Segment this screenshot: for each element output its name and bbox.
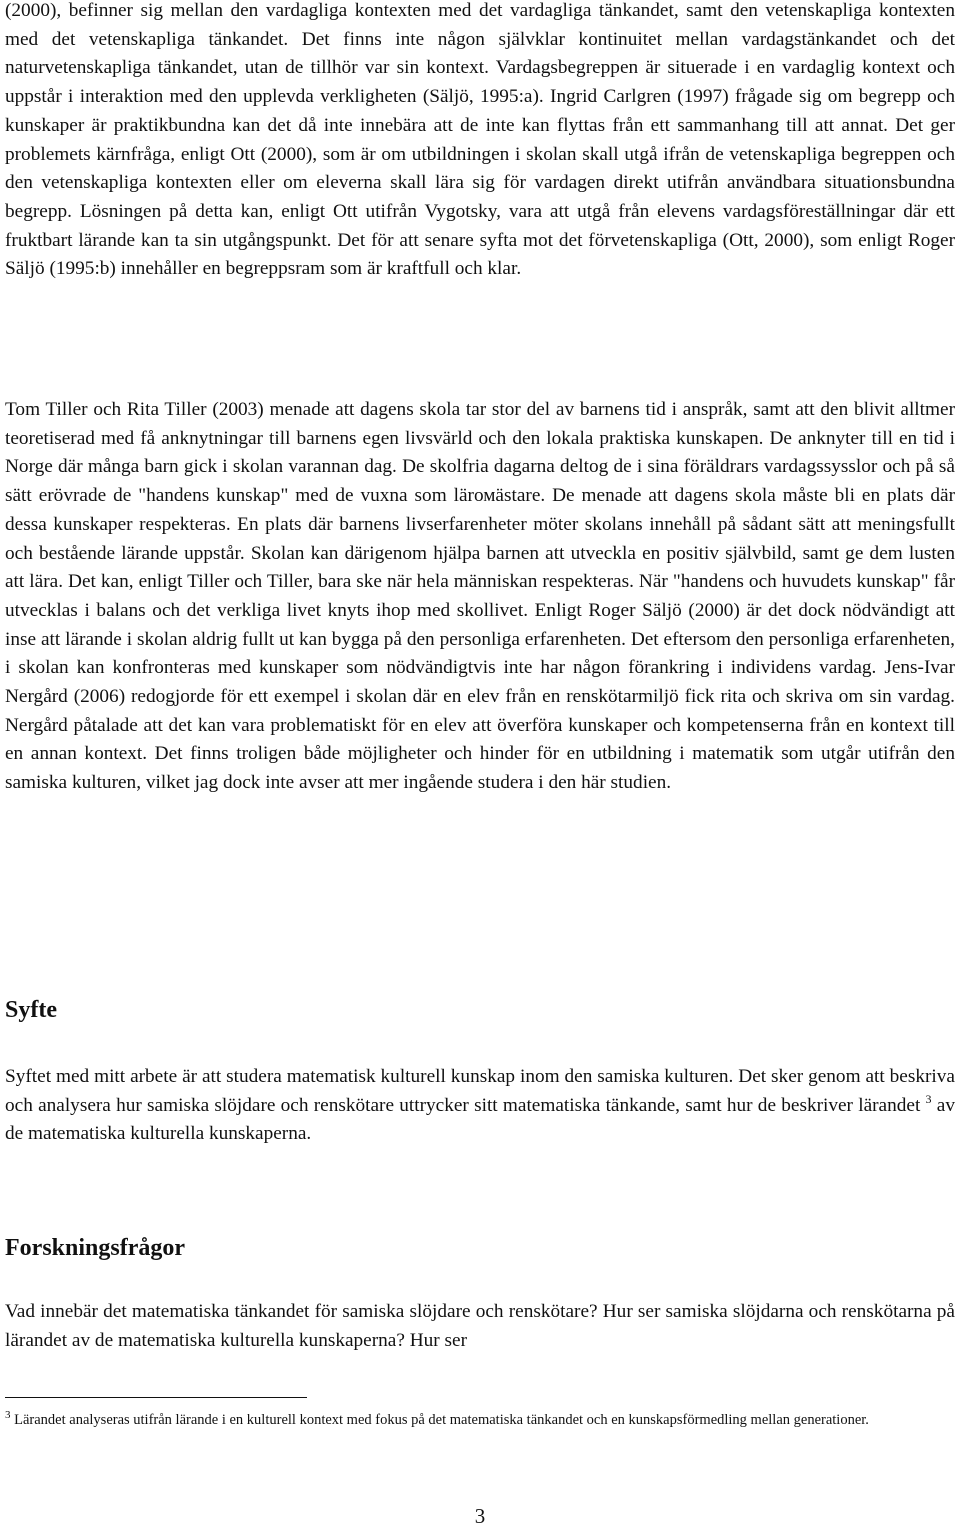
footnote-text: Lärandet analyseras utifrån lärande i en kulturell kontext med fokus på det matematiska tänkandet och en kunskapsförmedling mellan generationer. — [14, 1412, 869, 1428]
section-heading-syfte: Syfte — [5, 997, 57, 1023]
body-paragraph-syfte — [5, 1063, 955, 1149]
body-paragraph-forskningsfragor: Vad innebär det matematiska tänkandet för samiska slöjdare och renskötare? Hur ser samiska slöjdarna och renskötarna på lärandet av de matematiska kulturella kunskaperna? Hur ser — [5, 1301, 955, 1351]
page-number: 3 — [474, 1504, 486, 1528]
body-paragraph-2: Tom Tiller och Rita Tiller (2003) menade att dagens skola tar stor del av barnens tid i anspråk, samt att den blivit alltmer teoretiserad med få anknytningar till barnens egen livsvärld och den lokala praktiska kunskapen. De anknyter till en tid i Norge där många barn gick i skolan varannan dag. De skolfria dagarna deltog de i sina föräldrars vardagssysslor och på så sätt erövrade de "handens kunskap" med de vuxna som lärомästare. De menade att dagens skola måste bli en plats där dessa kunskaper respekteras. En plats där barnens livserfarenheter möter skolans innehåll på sådant sätt att meningsfullt och bestående lärande uppstår. Skolan kan därigenom hjälpa barnen att utveckla en positiv självbild, samt ge dem lusten att lära. Det kan, enligt Tiller och Tiller, bara ske när hela människan respekteras. När "handens och huvudets kunskap" får utvecklas i balans och det verkliga livet knyts ihop med skollivet. Enligt Roger Säljö (2000) är det dock nödvändigt att inse att lärande i skolan aldrig fullt ut kan bygga på den personliga erfarenheten. Det eftersom den personliga erfarenheten, i skolan kan konfronteras med kunskaper som nödvändigtvis inte har någon förankring i individens vardag. Jens-Ivar Nergård (2006) redogjorde för ett exempel i skolan där en elev från en renskötarmiljö fick rita och skriva om sin vardag. Nergård påtalade att det kan vara problematiskt för en elev att överföra kunskaper och kompetenserna från en kontext till en annan kontext. Det finns troligen både möjligheter och hinder för en utbildning i matematik som utgår utifrån den samiska kulturen, vilket jag dock inte avser att mer ingående studera i den här studien. — [5, 399, 955, 794]
body-paragraph-1: (2000), befinner sig mellan den vardagliga kontexten med det vardagliga tänkandet, samt den vetenskapliga kontexten med det vetenskapliga tänkandet. Det finns inte någon självklar kontinuitet mellan vardagstänkandet och det naturvetenskapliga tänkandet, utan de tillhör var sin kontext. Vardagsbegreppen är situerade i en vardaglig kontext och uppstår i interaktion med den upplevda verkligheten (Säljö, 1995:a). Ingrid Carlgren (1997) frågade sig om begrepp och kunskaper är praktikbundna kan det då inte innebära att de inte kan flyttas från ett sammanhang till att annat. Det ger problemets kärnfråga, enligt Ott (2000), som är om utbildningen i skolan skall utgå ifrån de vetenskapliga begreppen och den vetenskapliga kontexten eller om eleverna skall lära sig för vardagen direkt utifrån användbara situationsbundna begrepp. Lösningen på detta kan, enligt Ott utifrån Vygotsky, vara att utgå från elevens vardagsföreställningar där ett fruktbart lärande kan ta sin utgångspunkt. Det för att senare syfta mot det förvetenskapliga (Ott, 2000), som enligt Roger Säljö (1995:b) innehåller en begreppsram som är kraftfull och klar. — [5, 0, 955, 280]
syfte-text-part-1: Syftet med mitt arbete är att studera matematisk kulturell kunskap inom den samiska kulturen. Det sker genom att beskriva och analysera hur samiska slöjdare och renskötare uttrycker sitt matematiska tänkande, samt hur de beskriver lärandet — [5, 1066, 955, 1116]
syfte-text-part-2: av de matematiska kulturella kunskaperna. — [5, 1094, 955, 1145]
footnote-reference: 3 — [925, 1091, 932, 1106]
footnote-marker: 3 — [5, 1409, 11, 1421]
footnote — [5, 1408, 955, 1432]
section-heading-forskningsfragor: Forskningsfrågor — [5, 1235, 185, 1261]
footnote-divider — [5, 1397, 307, 1398]
